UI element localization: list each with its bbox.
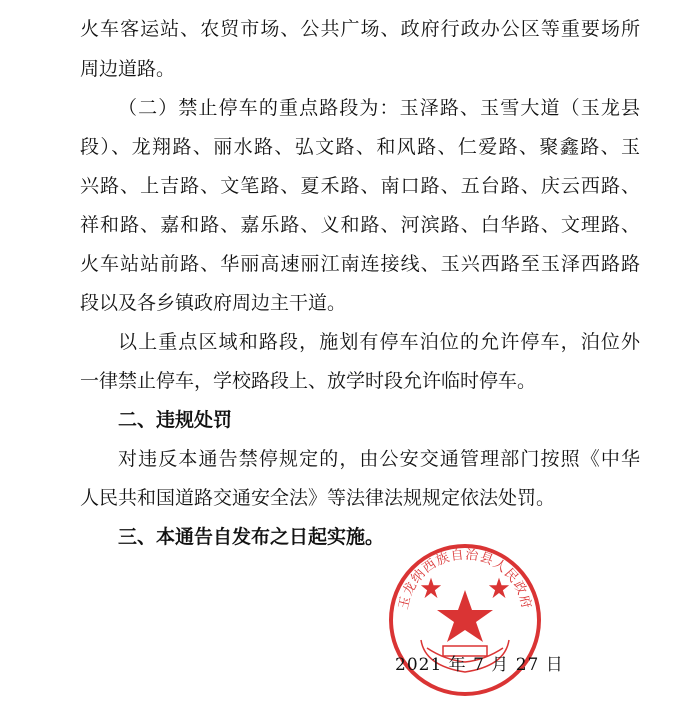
document-date: 2021 年 7 月 27 日 — [395, 655, 564, 675]
text-line: 祥和路、嘉和路、嘉乐路、义和路、河滨路、白华路、文理路、 — [80, 214, 640, 236]
text-line: 以上重点区域和路段，施划有停车泊位的允许停车，泊位外 — [118, 331, 640, 353]
text-line: 一律禁止停车，学校路段上、放学时段允许临时停车。 — [80, 370, 537, 392]
text-line: 兴路、上吉路、文笔路、夏禾路、南口路、五台路、庆云西路、 — [80, 175, 640, 197]
text-line: （二）禁止停车的重点路段为：玉泽路、玉雪大道（玉龙县 — [118, 97, 640, 119]
text-line: 段）、龙翔路、丽水路、弘文路、和风路、仁爱路、聚鑫路、玉 — [80, 136, 640, 158]
text-line: 火车站站前路、华丽高速丽江南连接线、玉兴西路至玉泽西路路 — [80, 253, 640, 275]
text-line: 火车客运站、农贸市场、公共广场、政府行政办公区等重要场所 — [80, 18, 640, 40]
section-heading: 三、本通告自发布之日起实施。 — [118, 526, 385, 548]
section-heading: 二、违规处罚 — [118, 409, 233, 431]
seal-text: 玉龙纳西族自治县人民政府 — [396, 547, 534, 612]
official-seal — [385, 540, 545, 700]
text-line: 对违反本通告禁停规定的，由公安交通管理部门按照《中华 — [118, 448, 640, 470]
text-line: 周边道路。 — [80, 58, 176, 80]
text-line: 人民共和国道路交通安全法》等法律法规规定依法处罚。 — [80, 487, 556, 509]
text-line: 段以及各乡镇政府周边主干道。 — [80, 292, 347, 314]
